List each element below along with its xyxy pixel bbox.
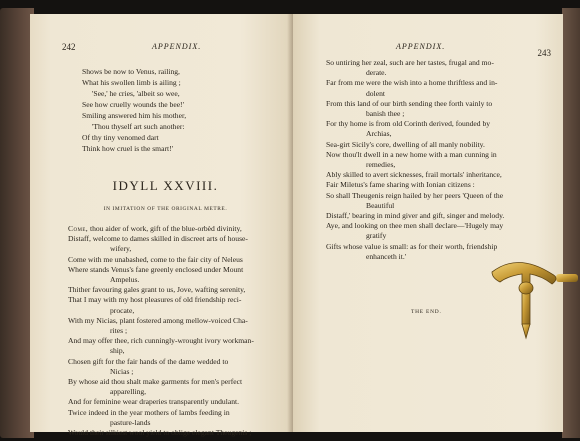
poem-line: For thy home is from old Corinth derived, founded by <box>326 119 491 129</box>
poem-line: And for feminine wear draperies transparently undulant. <box>68 397 240 407</box>
poem-first-line-text: thou aider of work, gift of the blue-orbèd divinity, <box>88 224 242 233</box>
poem-line: Thither favouring gales grant to us, Jove, wafting serenity, <box>68 285 246 295</box>
poem-line: And may offer thee, rich cunningly-wrought ivory workman- <box>68 336 254 346</box>
poem-line: Where stands Venus's fane greenly enclosed under Mount <box>68 264 244 274</box>
verse-line: What his swollen limb is ailing ; <box>82 78 181 87</box>
poem-line: Fair Miletus's fame sharing with Ionian citizens : <box>326 180 475 190</box>
poem-line: That I may with my host pleasures of old friendship reci- <box>68 295 242 305</box>
poem-line: Sea-girt Sicily's core, dwelling of all manly nobility. <box>326 139 485 149</box>
poem-line: Chosen gift for the fair hands of the dame wedded to <box>68 356 229 366</box>
poem-line <box>68 224 277 234</box>
poem-line: So untiring her zeal, such are her tastes, frugal and mo- <box>326 58 494 67</box>
verse-line: See how cruelly wounds the bee!' <box>82 100 184 109</box>
anchor-bookmark-icon <box>478 248 578 348</box>
verse-line: Of thy tiny venomed dart <box>82 133 159 142</box>
poem-line: Distaff,' bearing in mind giver and gift, singer and melody. <box>326 211 505 221</box>
poem-text-right <box>326 58 537 262</box>
poem-line: Nicias ; <box>110 366 134 376</box>
poem-line: Come with me unabashed, come to the fair city of Neleus <box>68 254 243 264</box>
poem-line: Aye, and looking on thee men shall declare—'Hugely may <box>326 221 504 231</box>
verse-line: Think how cruel is the smart!' <box>82 144 173 153</box>
the-end-label: THE END. <box>411 309 442 315</box>
verse-line: 'See,' he cries, 'albeit so wee, <box>92 89 180 98</box>
verse-line: Shows be now to Venus, railing, <box>82 67 180 76</box>
poem-line: wifery, <box>110 244 132 254</box>
poem-line: With my Nicias, plant fostered among mellow-voiced Cha- <box>68 315 248 325</box>
poem-line: Distaff, welcome to dames skilled in discreet arts of house- <box>68 234 248 244</box>
poem-first-word: Come, <box>68 224 89 233</box>
poem-line: gratify <box>366 231 387 241</box>
right-page <box>293 14 563 432</box>
poem-line: ship, <box>110 346 125 356</box>
book-cover-left <box>0 8 34 438</box>
poem-line: derate. <box>366 68 387 78</box>
idyll-title: IDYLL XXVIII. <box>112 178 219 193</box>
right-page-number: 243 <box>537 48 551 58</box>
left-running-title: APPENDIX. <box>152 42 202 51</box>
poem-line: Ably skilled to avert sicknesses, frail mortals' inheritance, <box>326 170 502 180</box>
poem-line: dolent <box>366 88 385 98</box>
poem-line: apparelling, <box>110 387 147 397</box>
poem-line: From this land of our birth sending thee forth vainly to <box>326 98 493 108</box>
left-running-head <box>62 42 277 56</box>
right-running-title: APPENDIX. <box>396 42 446 51</box>
poem-line: Ampelus. <box>110 275 140 285</box>
closing-verse <box>82 66 277 154</box>
poem-line: enhanceth it.' <box>366 251 407 261</box>
verse-line: Smiling answered him his mother, <box>82 111 187 120</box>
poem-line: banish thee ; <box>366 109 405 119</box>
poem-text-left <box>68 224 277 438</box>
poem-line: Beautiful <box>366 200 395 210</box>
poem-line: Twice indeed in the year mothers of lambs feeding in <box>68 407 230 417</box>
poem-line: pasture-lands <box>110 417 151 427</box>
poem-line: remedies, <box>366 160 396 170</box>
poem-line: Would their silkiest wool yield to oblige elegant Theugenis ; <box>68 428 252 438</box>
right-running-head <box>326 42 551 58</box>
left-page-number: 242 <box>62 42 76 52</box>
poem-line: By whose aid thou shalt make garments for men's perfect <box>68 377 243 387</box>
verse-line: 'Thou thyself art such another: <box>92 122 185 131</box>
book-cover-right <box>562 8 580 438</box>
poem-line: So shall Theugenis reign hailed by her peers 'Queen of the <box>326 190 504 200</box>
idyll-subtitle: IN IMITATION OF THE ORIGINAL METRE. <box>103 206 228 212</box>
poem-line: Gifts whose value is small: as for their worth, friendship <box>326 241 498 251</box>
poem-line: rites ; <box>110 326 128 336</box>
poem-line: Far from me were the wish into a home thriftless and in- <box>326 78 498 88</box>
left-page <box>30 14 293 438</box>
poem-line: procate, <box>110 305 135 315</box>
poem-line: Now thou'lt dwell in a new home with a man cunning in <box>326 149 497 159</box>
poem-line: Archias, <box>366 129 392 139</box>
